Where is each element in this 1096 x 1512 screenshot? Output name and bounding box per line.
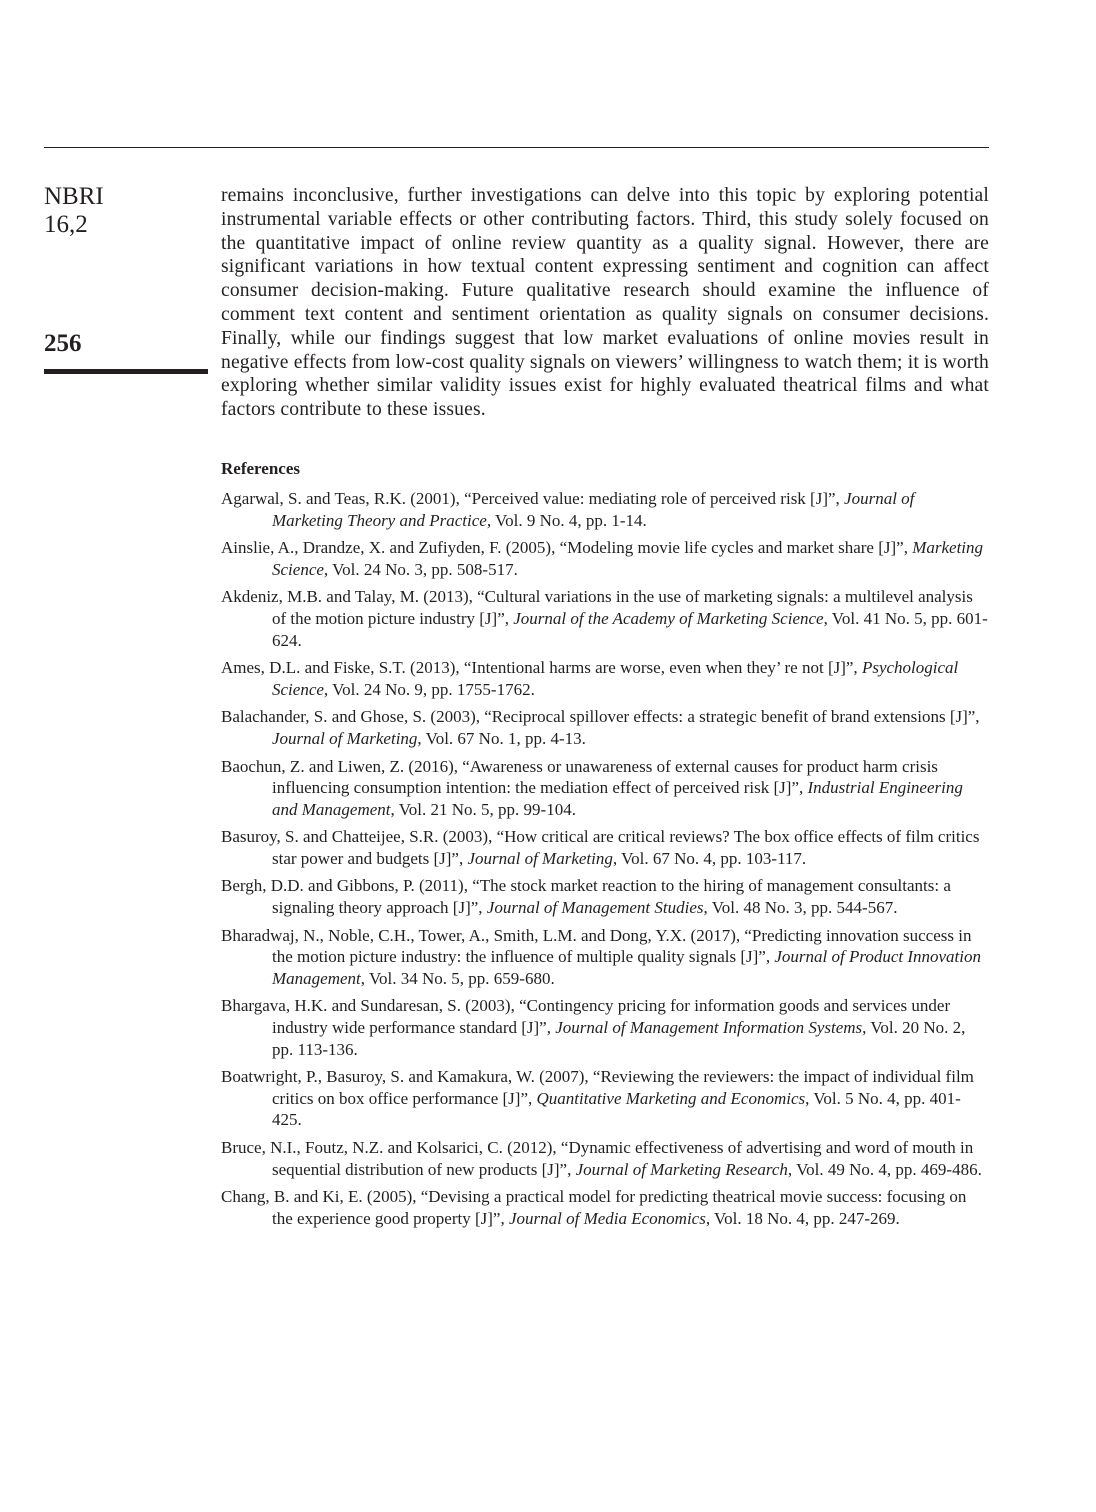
reference-item [221,1137,989,1180]
reference-item [221,706,989,749]
reference-journal: Journal of Marketing Theory and Practice [272,488,915,530]
body-paragraph: remains inconclusive, further investigations can delve into this topic by exploring potential instrumental variable effects or other contributing factors. Third, this study solely focused on the quantitative impact of online review quantity as a quality signal. However, there are significant variations in how textual content expressing sentiment and cognition can affect consumer decision-making. Future qualitative research should examine the influence of comment text content and sentiment orientation as quality signals on consumer decisions. Finally, while our findings suggest that low market evaluations of online movies result in negative effects from low-cost quality signals on viewers’ willingness to watch them; it is worth exploring whether similar validity issues exist for highly evaluated theatrical films and what factors contribute to these issues. [221,185,989,421]
reference-journal: Journal of the Academy of Marketing Science [513,608,824,628]
reference-volume-pages: , Vol. 67 No. 1, pp. 4-13. [417,728,586,748]
reference-citation: Ames, D.L. and Fiske, S.T. (2013), “Intentional harms are worse, even when they’ re not [J]”, [221,658,862,678]
reference-citation: Baochun, Z. and Liwen, Z. (2016), “Awareness or unawareness of external causes for product harm crisis influencing consumption intention: the mediation effect of perceived risk [J]”, [221,756,938,798]
reference-journal: Industrial Engineering and Management [272,778,963,819]
page-number-rule [44,369,208,374]
reference-item [221,1066,989,1131]
reference-citation: Bharadwaj, N., Noble, C.H., Tower, A., Smith, L.M. and Dong, Y.X. (2017), “Predicting innovation success in the motion picture industry: the influence of multiple quality signals [J]”, [221,925,972,967]
references-list [221,488,989,1229]
reference-citation: Bruce, N.I., Foutz, N.Z. and Kolsarici, C. (2012), “Dynamic effectiveness of advertising and word of mouth in sequential distribution of new products [J]”, [221,1138,974,1179]
reference-item [221,537,989,580]
page-number: 256 [44,330,82,357]
main-content [221,184,989,1235]
margin-column [44,183,208,239]
reference-item [221,925,989,990]
reference-volume-pages: , Vol. 34 No. 5, pp. 659-680. [360,968,555,988]
reference-journal: Marketing Science [272,538,984,579]
reference-item [221,875,989,918]
reference-citation: Ainslie, A., Drandze, X. and Zufiyden, F. (2005), “Modeling movie life cycles and market share [J]”, [221,538,913,558]
reference-volume-pages: , Vol. 24 No. 9, pp. 1755-1762. [323,679,535,699]
reference-item [221,1186,989,1229]
reference-volume-pages: , Vol. 24 No. 3, pp. 508-517. [323,559,518,579]
reference-volume-pages: , Vol. 18 No. 4, pp. 247-269. [705,1208,900,1228]
reference-item [221,826,989,869]
reference-item [221,756,989,821]
reference-volume-pages: , Vol. 5 No. 4, pp. 401-425. [272,1088,961,1130]
reference-journal: Journal of Marketing Research [575,1159,788,1179]
reference-journal: Journal of Marketing [467,848,613,868]
reference-item [221,657,989,700]
reference-citation: Bergh, D.D. and Gibbons, P. (2011), “The stock market reaction to the hiring of management consultants: a signaling theory approach [J]”, [221,876,951,918]
reference-volume-pages: , Vol. 49 No. 4, pp. 469-486. [787,1159,982,1179]
reference-journal: Journal of Management Studies [486,898,704,918]
reference-journal: Quantitative Marketing and Economics [536,1088,806,1108]
reference-volume-pages: , Vol. 67 No. 4, pp. 103-117. [612,848,807,868]
reference-journal: Psychological Science [272,658,959,699]
journal-volume-issue: 16,2 [44,211,88,238]
reference-journal: Journal of Marketing [272,728,418,748]
reference-citation: Basuroy, S. and Chatteijee, S.R. (2003), “How critical are critical reviews? The box office effects of film critics star power and budgets [J]”, [221,827,980,868]
reference-journal: Journal of Product Innovation Management [272,947,981,988]
reference-citation: Boatwright, P., Basuroy, S. and Kamakura, W. (2007), “Reviewing the reviewers: the impact of individual film critics on box office performance [J]”, [221,1067,974,1108]
reference-volume-pages: , Vol. 41 No. 5, pp. 601-624. [272,608,988,650]
reference-journal: Journal of Management Information Systems [555,1018,863,1038]
reference-item [221,586,989,651]
reference-journal: Journal of Media Economics [508,1208,706,1228]
reference-citation: Balachander, S. and Ghose, S. (2003), “Reciprocal spillover effects: a strategic benefit of brand extensions [J]”, [221,707,980,727]
reference-volume-pages: , Vol. 9 No. 4, pp. 1-14. [486,510,647,530]
reference-citation: Bhargava, H.K. and Sundaresan, S. (2003), “Contingency pricing for information goods and services under industry wide performance standard [J]”, [221,996,951,1038]
reference-volume-pages: , Vol. 48 No. 3, pp. 544-567. [703,898,898,918]
reference-citation: Agarwal, S. and Teas, R.K. (2001), “Perceived value: mediating role of perceived risk [J]”, [221,488,845,508]
references-heading: References [221,458,300,478]
reference-volume-pages: , Vol. 21 No. 5, pp. 99-104. [390,799,576,819]
reference-item [221,995,989,1060]
reference-item [221,488,989,531]
reference-volume-pages: , Vol. 20 No. 2, pp. 113-136. [272,1018,966,1059]
header-rule [44,147,989,148]
journal-name: NBRI [44,183,104,210]
reference-citation: Akdeniz, M.B. and Talay, M. (2013), “Cultural variations in the use of marketing signals: a multilevel analysis of the motion picture industry [J]”, [221,587,973,628]
reference-citation: Chang, B. and Ki, E. (2005), “Devising a practical model for predicting theatrical movie success: focusing on the experience good property [J]”, [221,1187,967,1228]
